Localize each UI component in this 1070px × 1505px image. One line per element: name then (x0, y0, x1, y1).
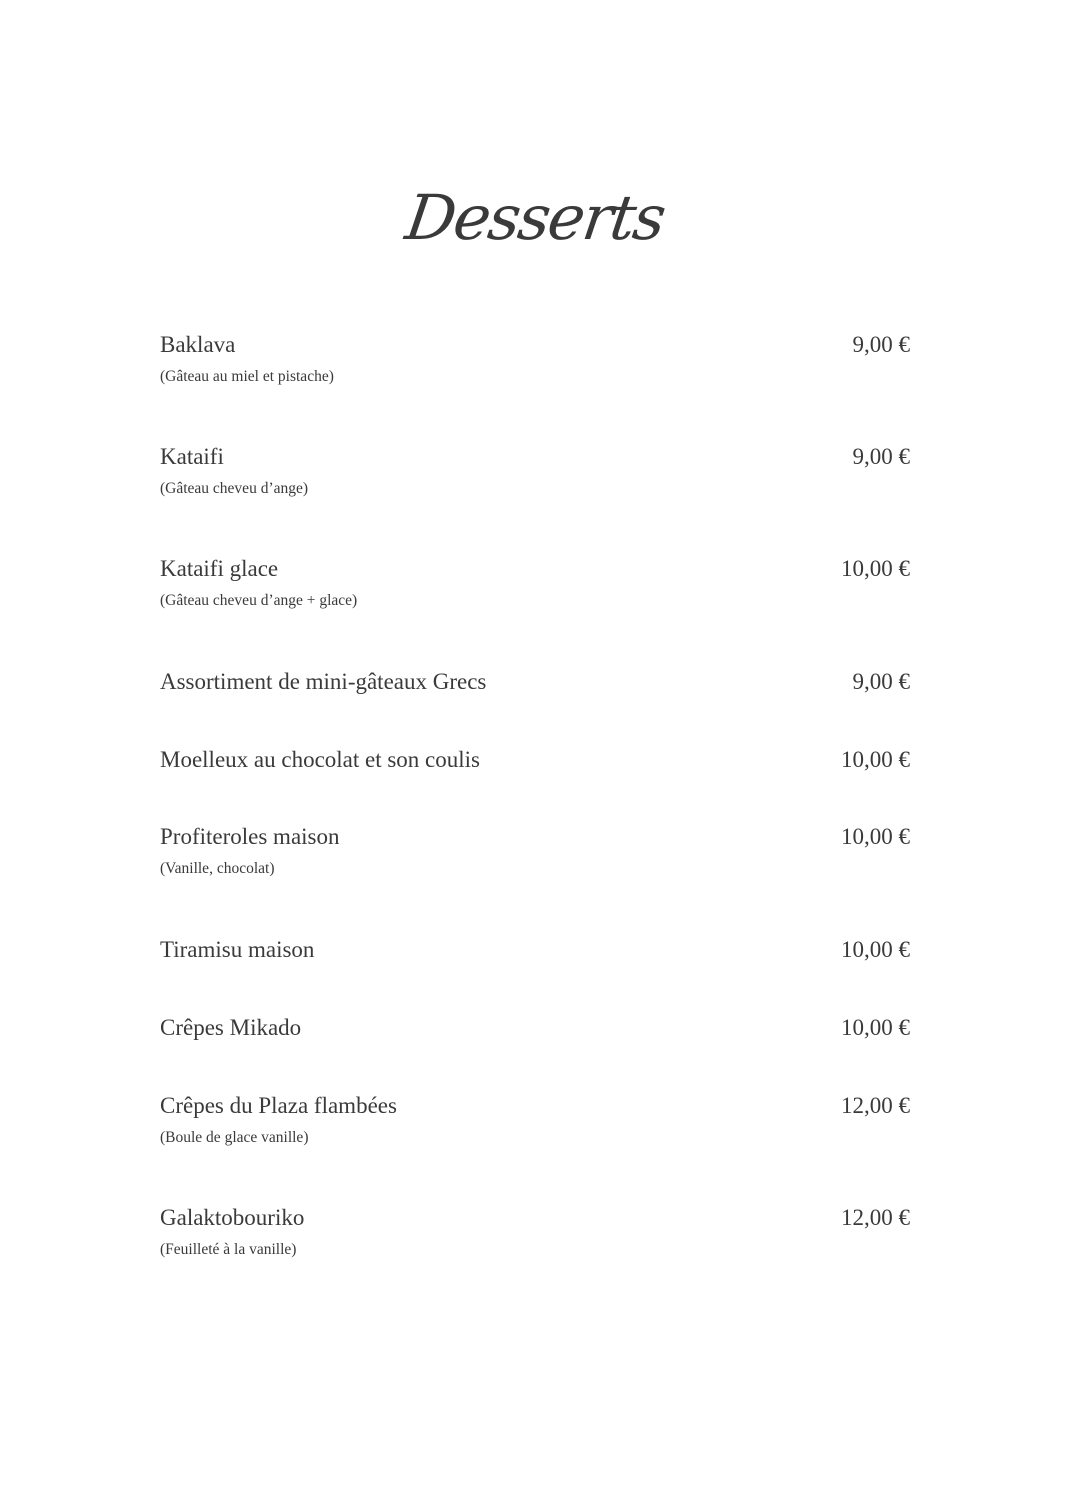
item-name: Moelleux au chocolat et son coulis (160, 747, 481, 772)
menu-item (160, 330, 910, 387)
item-price: 10,00 € (841, 824, 910, 849)
item-price: 10,00 € (841, 556, 910, 581)
item-price: 10,00 € (841, 1015, 910, 1040)
page-title: Desserts (401, 181, 669, 254)
item-name: Profiteroles maison (160, 824, 340, 849)
item-name: Galaktobouriko (160, 1205, 305, 1230)
menu-item (160, 822, 910, 879)
item-price: 10,00 € (841, 937, 910, 962)
item-description: (Vanille, chocolat) (160, 860, 275, 877)
menu-item (160, 554, 910, 611)
item-description: (Gâteau cheveu d’ange) (160, 480, 309, 497)
menu-item (160, 1203, 910, 1260)
item-description: (Gâteau au miel et pistache) (160, 368, 334, 385)
item-description: (Gâteau cheveu d’ange + glace) (160, 592, 358, 609)
item-name: Kataifi glace (160, 556, 279, 581)
item-price: 10,00 € (841, 747, 910, 772)
menu-item (160, 745, 910, 775)
menu-item (160, 935, 910, 965)
menu-item (160, 1091, 910, 1148)
item-name: Crêpes du Plaza flambées (160, 1093, 397, 1118)
item-name: Tiramisu maison (160, 937, 315, 962)
item-price: 12,00 € (841, 1093, 910, 1118)
item-name: Crêpes Mikado (160, 1015, 302, 1040)
menu-item (160, 442, 910, 499)
item-price: 12,00 € (841, 1205, 910, 1230)
menu-item (160, 667, 910, 697)
item-name: Baklava (160, 332, 236, 357)
item-name: Kataifi (160, 444, 224, 469)
item-price: 9,00 € (852, 669, 910, 694)
item-description: (Feuilleté à la vanille) (160, 1241, 297, 1258)
menu-item (160, 1013, 910, 1043)
item-price: 9,00 € (852, 332, 910, 357)
item-description: (Boule de glace vanille) (160, 1129, 309, 1146)
item-price: 9,00 € (852, 444, 910, 469)
item-name: Assortiment de mini-gâteaux Grecs (160, 669, 487, 694)
